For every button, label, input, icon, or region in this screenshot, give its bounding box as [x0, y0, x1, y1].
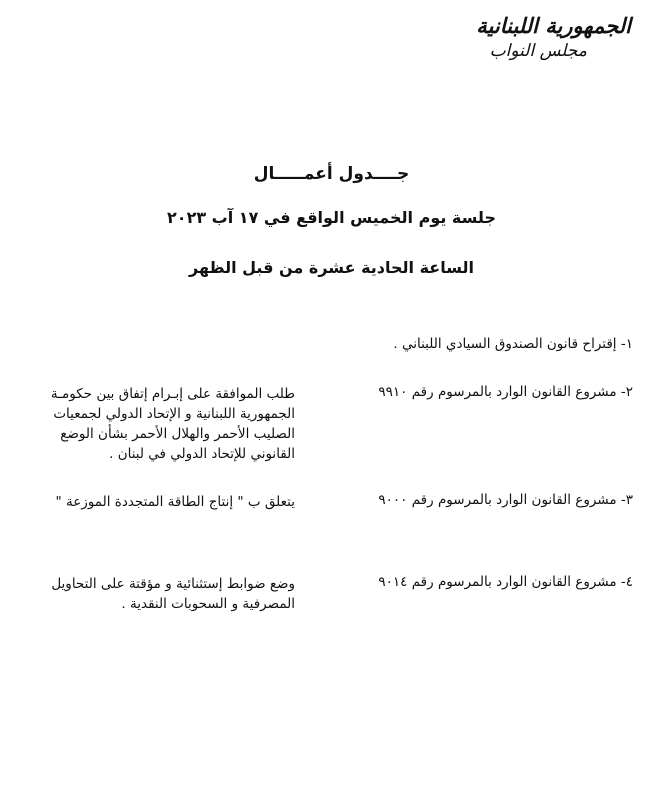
description-line: الصليب الأحمر والهلال الأحمر بشأن الوضع — [60, 426, 295, 442]
description-line: القانوني للإتحاد الدولي في لبنان . — [109, 446, 295, 462]
agenda-title: جــــدول أعمـــــال — [253, 164, 410, 184]
letterhead-parliament: مجلس النواب — [489, 41, 587, 62]
description-line: يتعلق ب " إنتاج الطاقة المتجددة الموزعة " — [55, 494, 295, 510]
agenda-item-1: ١- إقتراح قانون الصندوق السيادي اللبناني . — [393, 336, 633, 352]
description-line: الجمهورية اللبنانية و الإتحاد الدولي لجمعيات — [53, 406, 295, 422]
letterhead — [401, 14, 631, 62]
agenda-item-2: ٢- مشروع القانون الوارد بالمرسوم رقم ٩٩١٠ — [378, 384, 633, 400]
session-date: جلسة يوم الخميس الواقع في ١٧ آب ٢٠٢٣ — [167, 208, 496, 227]
agenda-item-4: ٤- مشروع القانون الوارد بالمرسوم رقم ٩٠١٤ — [378, 574, 633, 590]
letterhead-republic: الجمهورية اللبنانية — [476, 13, 631, 38]
agenda-item-4-description — [30, 574, 295, 614]
description-line: طلب الموافقة على إبـرام إتفاق بين حكومـة — [50, 386, 295, 402]
description-line: المصرفية و السحوبات النقدية . — [121, 596, 295, 612]
session-time: الساعة الحادية عشرة من قبل الظهر — [188, 258, 474, 277]
description-line: وضع ضوابط إستثنائية و مؤقتة على التحاويل — [51, 576, 295, 592]
agenda-item-3-description — [30, 492, 295, 512]
agenda-item-3: ٣- مشروع القانون الوارد بالمرسوم رقم ٩٠٠٠ — [378, 492, 633, 508]
agenda-item-2-description — [30, 384, 295, 464]
